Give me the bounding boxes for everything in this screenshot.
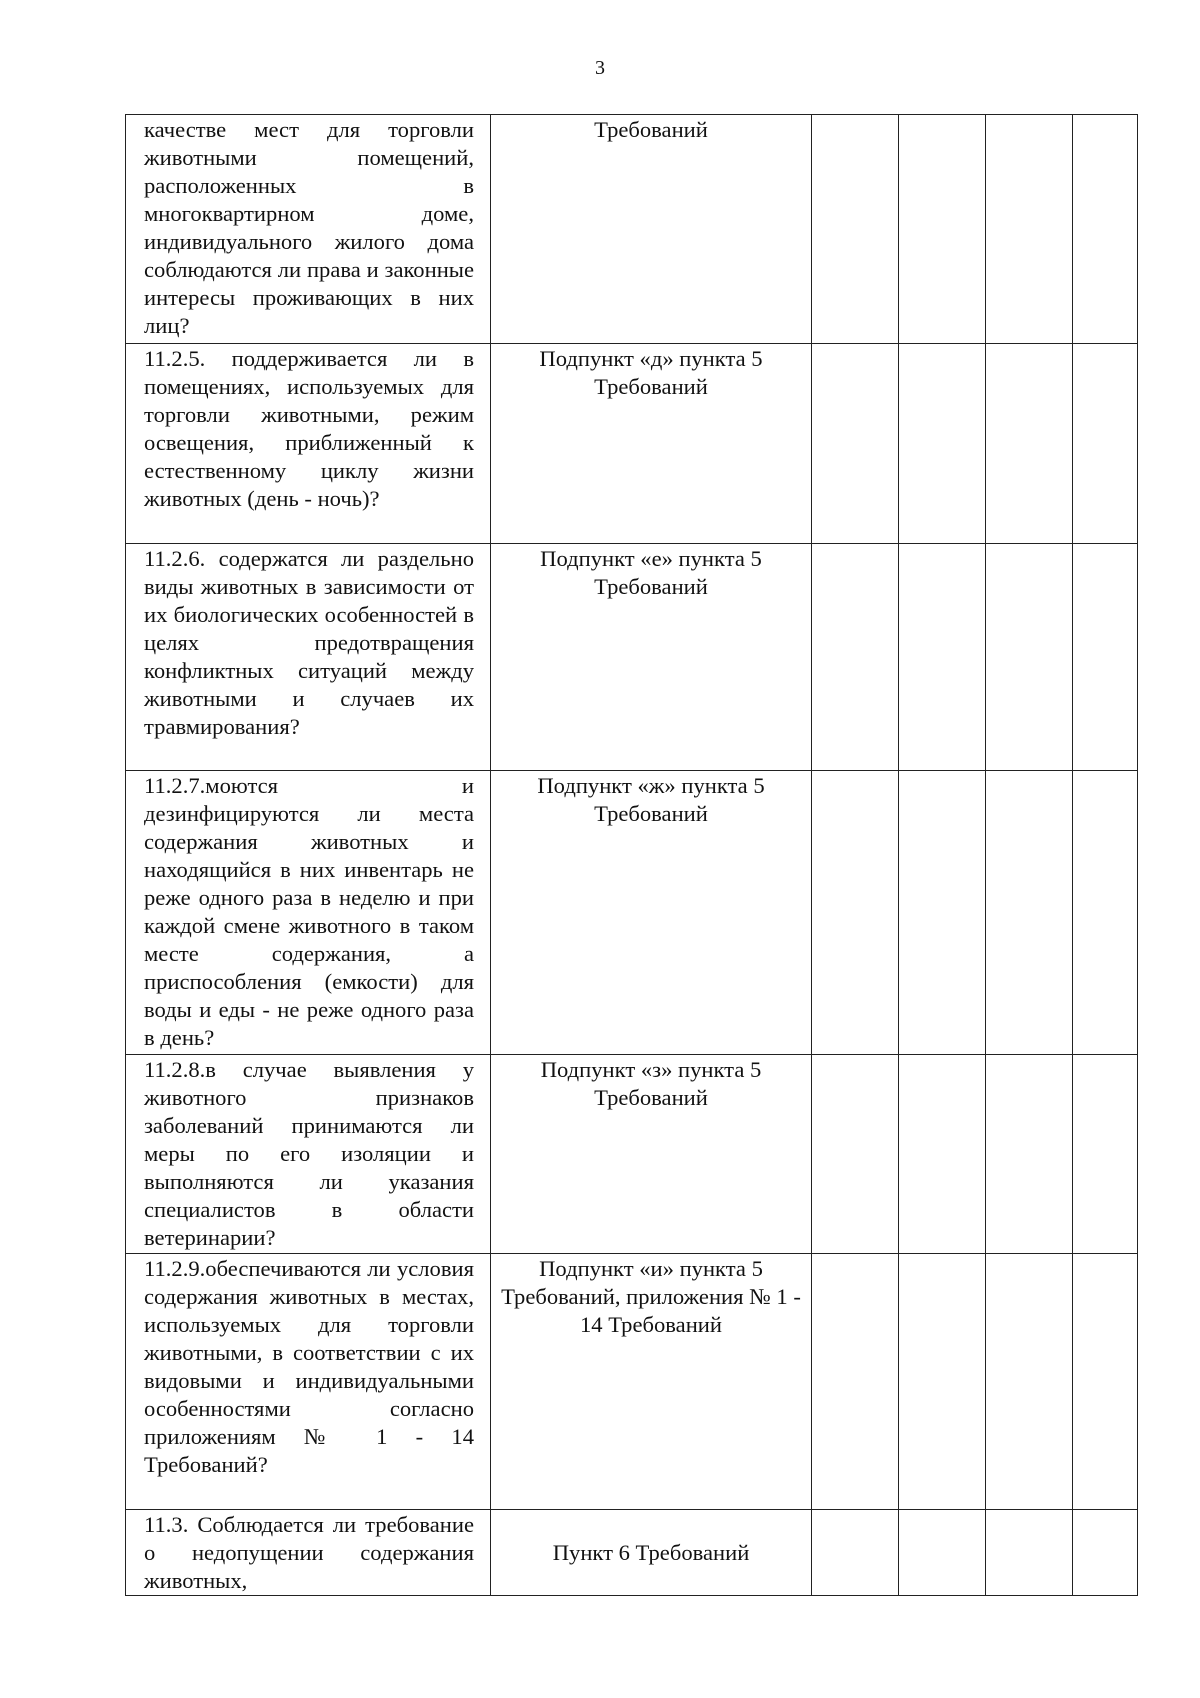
answer-cell[interactable] — [1073, 344, 1138, 544]
table-row — [126, 1510, 1138, 1596]
reference-text: Подпункт «ж» пункта 5 Требований — [537, 773, 765, 826]
answer-cell[interactable] — [899, 771, 986, 1055]
answer-cell[interactable] — [812, 1254, 899, 1510]
answer-cell[interactable] — [986, 1055, 1073, 1254]
question-cell — [126, 1510, 491, 1596]
answer-cell[interactable] — [1073, 1510, 1138, 1596]
table-row — [126, 771, 1138, 1055]
table-row — [126, 1055, 1138, 1254]
reference-text: Подпункт «д» пункта 5 Требований — [539, 346, 763, 399]
answer-cell[interactable] — [899, 544, 986, 771]
question-text: качестве мест для торговли животными помещений, расположенных в многоквартирном доме, индивидуального жилого дома соблюдаются ли права и законные интересы проживающих в них лиц? — [144, 117, 474, 338]
answer-cell[interactable] — [986, 344, 1073, 544]
reference-text: Подпункт «з» пункта 5 Требований — [540, 1057, 762, 1110]
question-text: 11.2.6. содержатся ли раздельно виды животных в зависимости от их биологических особенностей в целях предотвращения конфликтных ситуаций между животными и случаев их травмирования? — [144, 546, 474, 739]
answer-cell[interactable] — [986, 115, 1073, 344]
answer-cell[interactable] — [812, 544, 899, 771]
reference-cell — [491, 1055, 812, 1254]
reference-cell — [491, 771, 812, 1055]
answer-cell[interactable] — [1073, 115, 1138, 344]
answer-cell[interactable] — [899, 344, 986, 544]
answer-cell[interactable] — [1073, 1254, 1138, 1510]
reference-text: Требований — [594, 117, 708, 142]
answer-cell[interactable] — [812, 771, 899, 1055]
question-cell — [126, 344, 491, 544]
answer-cell[interactable] — [812, 1510, 899, 1596]
table-row — [126, 544, 1138, 771]
reference-text: Подпункт «и» пункта 5 Требований, приложения № 1 - 14 Требований — [501, 1256, 801, 1337]
table-row — [126, 344, 1138, 544]
question-cell — [126, 115, 491, 344]
answer-cell[interactable] — [899, 1055, 986, 1254]
question-cell — [126, 544, 491, 771]
question-text: 11.2.8.в случае выявления у животного признаков заболеваний принимаются ли меры по его изоляции и выполняются ли указания специалистов в области ветеринарии? — [144, 1057, 474, 1250]
question-cell — [126, 771, 491, 1055]
answer-cell[interactable] — [986, 771, 1073, 1055]
question-text: 11.2.9.обеспечиваются ли условия содержания животных в местах, используемых для торговли животными, в соответствии с их видовыми и индивидуальными особенностями согласно приложениям № 1 - 14 Требований? — [144, 1256, 474, 1477]
reference-cell — [491, 115, 812, 344]
question-text: 11.2.7.моются и дезинфицируются ли места содержания животных и находящийся в них инвентарь не реже одного раза в неделю и при каждой смене животного в таком месте содержания, а приспособления (емкости) для воды и еды - не реже одного раза в день? — [144, 773, 474, 1050]
answer-cell[interactable] — [986, 544, 1073, 771]
question-text: 11.3. Соблюдается ли требование о недопущении содержания животных, — [144, 1512, 474, 1593]
reference-text: Пункт 6 Требований — [552, 1540, 750, 1565]
answer-cell[interactable] — [812, 344, 899, 544]
answer-cell[interactable] — [986, 1510, 1073, 1596]
answer-cell[interactable] — [1073, 544, 1138, 771]
reference-cell — [491, 544, 812, 771]
reference-cell — [491, 344, 812, 544]
answer-cell[interactable] — [899, 115, 986, 344]
reference-cell — [491, 1254, 812, 1510]
checklist-table — [125, 114, 1138, 1596]
reference-text: Подпункт «е» пункта 5 Требований — [540, 546, 762, 599]
answer-cell[interactable] — [986, 1254, 1073, 1510]
table-row — [126, 1254, 1138, 1510]
answer-cell[interactable] — [1073, 1055, 1138, 1254]
question-text: 11.2.5. поддерживается ли в помещениях, используемых для торговли животными, режим освещения, приближенный к естественному циклу жизни животных (день - ночь)? — [144, 346, 474, 511]
question-cell — [126, 1055, 491, 1254]
answer-cell[interactable] — [812, 115, 899, 344]
table-row — [126, 115, 1138, 344]
reference-cell — [491, 1510, 812, 1596]
answer-cell[interactable] — [812, 1055, 899, 1254]
answer-cell[interactable] — [899, 1254, 986, 1510]
answer-cell[interactable] — [899, 1510, 986, 1596]
question-cell — [126, 1254, 491, 1510]
page-number: 3 — [595, 57, 605, 79]
answer-cell[interactable] — [1073, 771, 1138, 1055]
